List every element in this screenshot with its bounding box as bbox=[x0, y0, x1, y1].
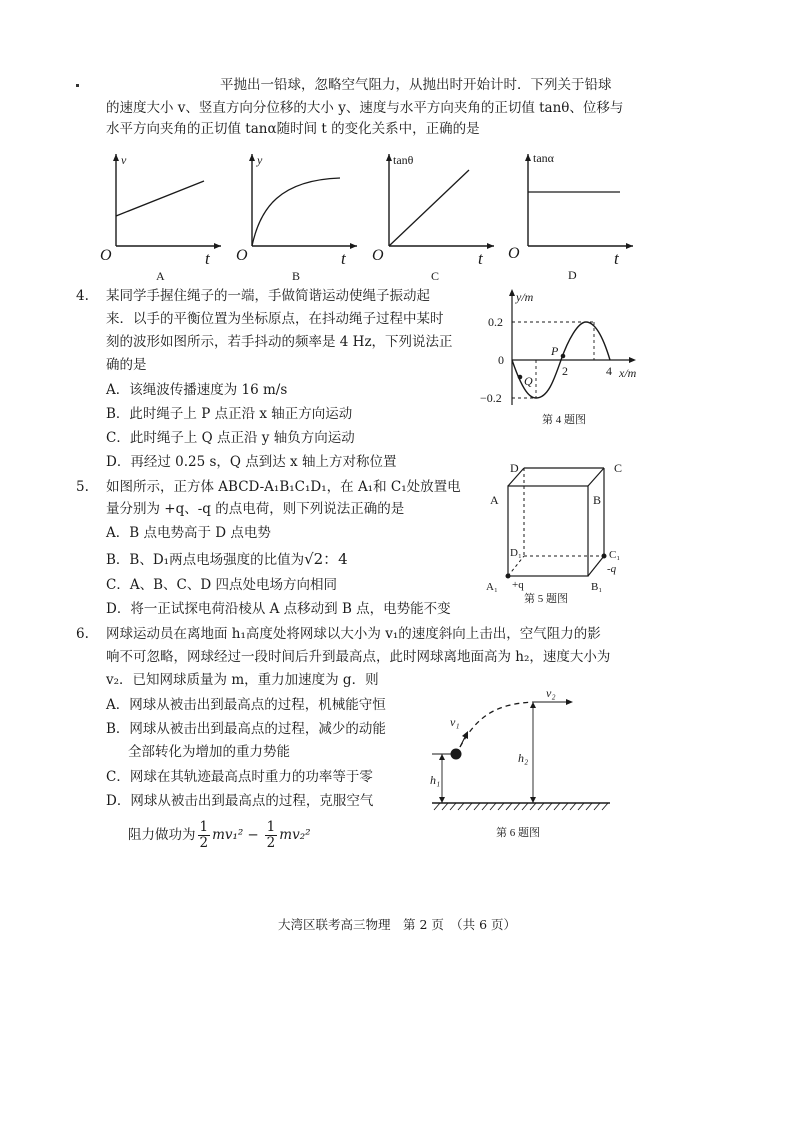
q6-option-d-tail: 阻力做功为 bbox=[128, 827, 196, 843]
q4-line-1: 某同学手握住绳子的一端，手做简谐运动使绳子振动起 bbox=[106, 288, 430, 304]
q3-graph-d-y-label: tanα bbox=[533, 151, 554, 165]
q6-fraction-1-den: 2 bbox=[199, 835, 209, 851]
q6-line-1: 网球运动员在离地面 h₁高度处将网球以大小为 v₁的速度斜向上击出，空气阻力的影 bbox=[106, 626, 601, 642]
q5-label-d: D bbox=[510, 461, 519, 475]
q4-line-4: 确的是 bbox=[106, 357, 147, 373]
q3-graph-d bbox=[508, 150, 638, 290]
q3-graph-c-y-label: tanθ bbox=[393, 153, 414, 167]
q6-option-a: A．网球从被击出到最高点的过程，机械能守恒 bbox=[106, 697, 386, 713]
q6-fraction-2-den: 2 bbox=[266, 835, 276, 851]
q3-graph-c-caption: C bbox=[431, 269, 440, 283]
q3-graph-b-caption: B bbox=[292, 269, 301, 283]
q3-graph-c-origin: O bbox=[372, 247, 384, 264]
q3-graph-b-y-label: y bbox=[257, 153, 263, 167]
q5-label-a1: A₁ bbox=[486, 581, 498, 593]
q4-tick-x-2: 2 bbox=[562, 364, 568, 378]
q5-label-c: C bbox=[614, 461, 623, 475]
q3-graph-b-origin: O bbox=[236, 247, 248, 264]
q4-number: 4. bbox=[76, 288, 89, 304]
q4-point-p-label: P bbox=[551, 344, 559, 358]
q4-x-axis-label: x/m bbox=[619, 366, 637, 380]
q6-term-2: mv₂² bbox=[279, 827, 311, 843]
q3-graph-d-caption: D bbox=[568, 268, 577, 282]
q4-point-q-label: Q bbox=[524, 374, 533, 388]
q6-fraction-1 bbox=[198, 820, 211, 851]
q5-label-c1: C₁ bbox=[609, 549, 621, 561]
q5-label-d1: D₁ bbox=[510, 547, 522, 559]
q6-minus: − bbox=[247, 827, 259, 843]
q3-graph-a-x-label: t bbox=[205, 249, 210, 268]
q5-option-b bbox=[106, 550, 348, 569]
q6-fraction-1-num: 1 bbox=[199, 819, 209, 835]
q3-line-3: 水平方向夹角的正切值 tanα随时间 t 的变化关系中，正确的是 bbox=[106, 121, 480, 137]
q5-cube-figure bbox=[484, 458, 644, 608]
q3-graph-b bbox=[232, 150, 362, 290]
q6-fraction-2-num: 1 bbox=[266, 819, 276, 835]
q5-label-b1: B₁ bbox=[591, 581, 603, 593]
q6-label-h2: h₂ bbox=[518, 751, 529, 765]
q4-figure-caption: 第 4 题图 bbox=[542, 414, 586, 426]
q4-tick-neg-0-2: −0.2 bbox=[480, 391, 502, 405]
q3-graph-a bbox=[96, 150, 226, 290]
q4-tick-x-4: 4 bbox=[606, 364, 612, 378]
q4-line-3: 刻的波形如图所示，若手抖动的频率是 4 Hz，下列说法正 bbox=[106, 334, 453, 350]
q5-label-a: A bbox=[490, 493, 499, 507]
q6-number: 6. bbox=[76, 626, 89, 642]
q3-graph-a-caption: A bbox=[156, 269, 165, 283]
q6-label-v2: v₂ bbox=[546, 686, 556, 700]
q3-graph-c bbox=[369, 150, 499, 290]
q5-option-c: C．A、B、C、D 四点处电场方向相同 bbox=[106, 577, 337, 593]
q5-line-1: 如图所示，正方体 ABCD-A₁B₁C₁D₁，在 A₁和 C₁处放置电 bbox=[106, 479, 461, 495]
q6-figure-caption: 第 6 题图 bbox=[496, 827, 540, 839]
q6-option-c: C．网球在其轨迹最高点时重力的功率等于零 bbox=[106, 769, 373, 785]
q3-graph-a-origin: O bbox=[100, 247, 112, 264]
q5-charge-pos: +q bbox=[512, 579, 524, 591]
q6-option-b: B．网球从被击出到最高点的过程，减少的动能 bbox=[106, 721, 386, 737]
q5-charge-neg: -q bbox=[607, 563, 617, 575]
q4-option-a: A．该绳波传播速度为 16 m/s bbox=[106, 382, 288, 398]
q6-option-d: D．网球从被击出到最高点的过程，克服空气 bbox=[106, 793, 374, 809]
q4-tick-0: 0 bbox=[498, 353, 504, 367]
q5-option-b-text: B．B、D₁两点电场强度的比值为 bbox=[106, 552, 305, 568]
q4-option-b: B．此时绳子上 P 点正沿 x 轴正方向运动 bbox=[106, 406, 353, 422]
page-footer: 大湾区联考高三物理 第 2 页 （共 6 页） bbox=[277, 917, 517, 932]
q4-wave-figure bbox=[476, 285, 676, 435]
q6-option-d-formula bbox=[128, 815, 311, 855]
q4-y-axis-label: y/m bbox=[516, 290, 534, 304]
q4-option-c: C．此时绳子上 Q 点正沿 y 轴负方向运动 bbox=[106, 430, 355, 446]
q4-line-2: 来．以手的平衡位置为坐标原点，在抖动绳子过程中某时 bbox=[106, 311, 444, 327]
scan-speck bbox=[76, 84, 79, 87]
q6-line-3: v₂．已知网球质量为 m，重力加速度为 g．则 bbox=[106, 672, 379, 688]
q5-option-a: A．B 点电势高于 D 点电势 bbox=[106, 525, 271, 541]
q6-label-h1: h₁ bbox=[430, 773, 441, 787]
q6-line-2: 响不可忽略，网球经过一段时间后升到最高点，此时网球离地面高为 h₂，速度大小为 bbox=[106, 649, 611, 665]
q6-label-v1: v₁ bbox=[450, 715, 460, 729]
q3-line-2: 的速度大小 v、竖直方向分位移的大小 y、速度与水平方向夹角的正切值 tanθ、位移与 bbox=[106, 100, 624, 116]
q3-graph-c-x-label: t bbox=[478, 249, 483, 268]
q5-option-b-value: √2：4 bbox=[304, 550, 348, 568]
q6-tennis-figure bbox=[428, 684, 618, 844]
q5-line-2: 量分别为 +q、-q 的点电荷，则下列说法正确的是 bbox=[106, 501, 405, 517]
q5-figure-caption: 第 5 题图 bbox=[524, 593, 568, 605]
q5-label-b: B bbox=[593, 493, 602, 507]
q3-graph-d-x-label: t bbox=[614, 249, 619, 268]
q6-term-1: mv₁² bbox=[212, 827, 244, 843]
q3-graph-d-origin: O bbox=[508, 245, 520, 262]
q3-graph-b-x-label: t bbox=[341, 249, 346, 268]
q4-tick-0-2: 0.2 bbox=[488, 315, 503, 329]
q3-line-1: 平抛出一铅球，忽略空气阻力，从抛出时开始计时．下列关于铅球 bbox=[220, 77, 612, 93]
q5-number: 5. bbox=[76, 479, 89, 495]
q6-fraction-2 bbox=[265, 820, 278, 851]
q5-option-d: D．将一正试探电荷沿棱从 A 点移动到 B 点，电势能不变 bbox=[106, 601, 451, 617]
q3-graph-a-y-label: v bbox=[121, 153, 127, 167]
q6-option-b-cont: 全部转化为增加的重力势能 bbox=[128, 744, 290, 760]
q4-option-d: D．再经过 0.25 s，Q 点到达 x 轴上方对称位置 bbox=[106, 454, 397, 470]
